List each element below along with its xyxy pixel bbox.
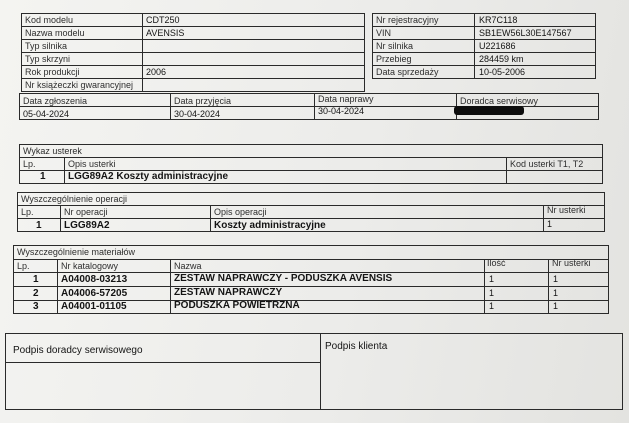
value-data-zgloszenia: 05-04-2024 [23, 109, 70, 119]
operacje-row-lp: 1 [36, 220, 42, 231]
materialy-header-usterka: Nr usterki [552, 258, 591, 268]
label-nazwa-modelu: Nazwa modelu [25, 28, 85, 38]
label-doradca-serwisowy: Doradca serwisowy [460, 96, 539, 106]
label-data-naprawy: Data naprawy [318, 94, 374, 104]
usterki-header-kod: Kod usterki T1, T2 [510, 159, 584, 169]
operacje-header-nr: Nr operacji [64, 207, 108, 217]
value-data-przyjecia: 30-04-2024 [174, 109, 221, 119]
value-nr-silnika: U221686 [479, 41, 516, 51]
value-vin: SB1EW56L30E147567 [479, 28, 572, 38]
usterki-header-opis: Opis usterki [68, 159, 116, 169]
operacje-row-opis: Koszty administracyjne [214, 220, 326, 231]
label-nr-rejestracyjny: Nr rejestracyjny [376, 15, 439, 25]
redacted-advisor-name [454, 106, 524, 115]
materialy-row-3-ilosc: 1 [489, 301, 495, 311]
signature-klient-label: Podpis klienta [325, 341, 388, 352]
label-vin: VIN [376, 28, 392, 38]
label-typ-silnika: Typ silnika [25, 41, 68, 51]
materialy-row-2-ilosc: 1 [489, 288, 495, 298]
operacje-header-lp: Lp. [21, 207, 34, 217]
signature-doradca-label: Podpis doradcy serwisowego [13, 345, 143, 356]
label-data-zgloszenia: Data zgłoszenia [23, 96, 88, 106]
materialy-row-2-lp: 2 [33, 288, 39, 299]
label-rok-produkcji: Rok produkcji [25, 67, 80, 77]
value-data-naprawy: 30-04-2024 [318, 106, 365, 116]
usterki-header-lp: Lp. [23, 159, 36, 169]
materialy-row-3-lp: 3 [33, 301, 39, 312]
usterki-row-opis: LGG89A2 Koszty administracyjne [68, 171, 229, 182]
value-data-sprzedazy: 10-05-2006 [479, 67, 526, 77]
label-data-sprzedazy: Data sprzedaży [376, 67, 439, 77]
materialy-row-3-nr: A04001-01105 [61, 301, 127, 312]
label-nr-silnika: Nr silnika [376, 41, 414, 51]
operacje-row-usterka: 1 [547, 219, 553, 229]
materialy-row-2-nr: A04006-57205 [61, 288, 128, 299]
materialy-row-2-nazwa: ZESTAW NAPRAWCZY [174, 287, 283, 298]
signature-doradca-field[interactable] [6, 363, 319, 409]
operacje-header-usterka: Nr usterki [547, 205, 586, 215]
signature-klient-field[interactable] [321, 355, 622, 409]
value-kod-modelu: CDT250 [146, 15, 180, 25]
materialy-header-lp: Lp. [17, 261, 30, 271]
materialy-header-ilosc: Ilość [487, 258, 506, 268]
value-nr-rejestracyjny: KR7C118 [479, 15, 518, 25]
materialy-row-3-usterka: 1 [553, 301, 559, 311]
materialy-row-2-usterka: 1 [553, 288, 559, 298]
materialy-row-3-nazwa: PODUSZKA POWIETRZNA [174, 300, 300, 311]
materialy-title: Wyszczególnienie materiałów [17, 247, 135, 257]
label-przebieg: Przebieg [376, 54, 412, 64]
materialy-row-1-nr: A04008-03213 [61, 274, 128, 285]
materialy-row-1-ilosc: 1 [489, 274, 495, 284]
value-rok-produkcji: 2006 [146, 67, 167, 77]
label-kod-modelu: Kod modelu [25, 15, 74, 25]
materialy-header-nr: Nr katalogowy [61, 261, 119, 271]
materialy-row-1-nazwa: ZESTAW NAPRAWCZY - PODUSZKA AVENSIS [174, 273, 393, 284]
label-nr-ksiazeczki: Nr książeczki gwarancyjnej [25, 80, 134, 90]
label-data-przyjecia: Data przyjęcia [174, 96, 232, 106]
materialy-row-1-lp: 1 [33, 274, 39, 285]
operacje-title: Wyszczególnienie operacji [21, 194, 127, 204]
operacje-row-nr: LGG89A2 [64, 220, 110, 231]
usterki-title: Wykaz usterek [23, 146, 82, 156]
value-przebieg: 284459 km [479, 54, 524, 64]
label-typ-skrzyni: Typ skrzyni [25, 54, 71, 64]
operacje-header-opis: Opis operacji [214, 207, 267, 217]
value-nazwa-modelu: AVENSIS [146, 28, 185, 38]
materialy-header-nazwa: Nazwa [174, 261, 202, 271]
materialy-row-1-usterka: 1 [553, 274, 559, 284]
usterki-row-lp: 1 [40, 171, 46, 182]
